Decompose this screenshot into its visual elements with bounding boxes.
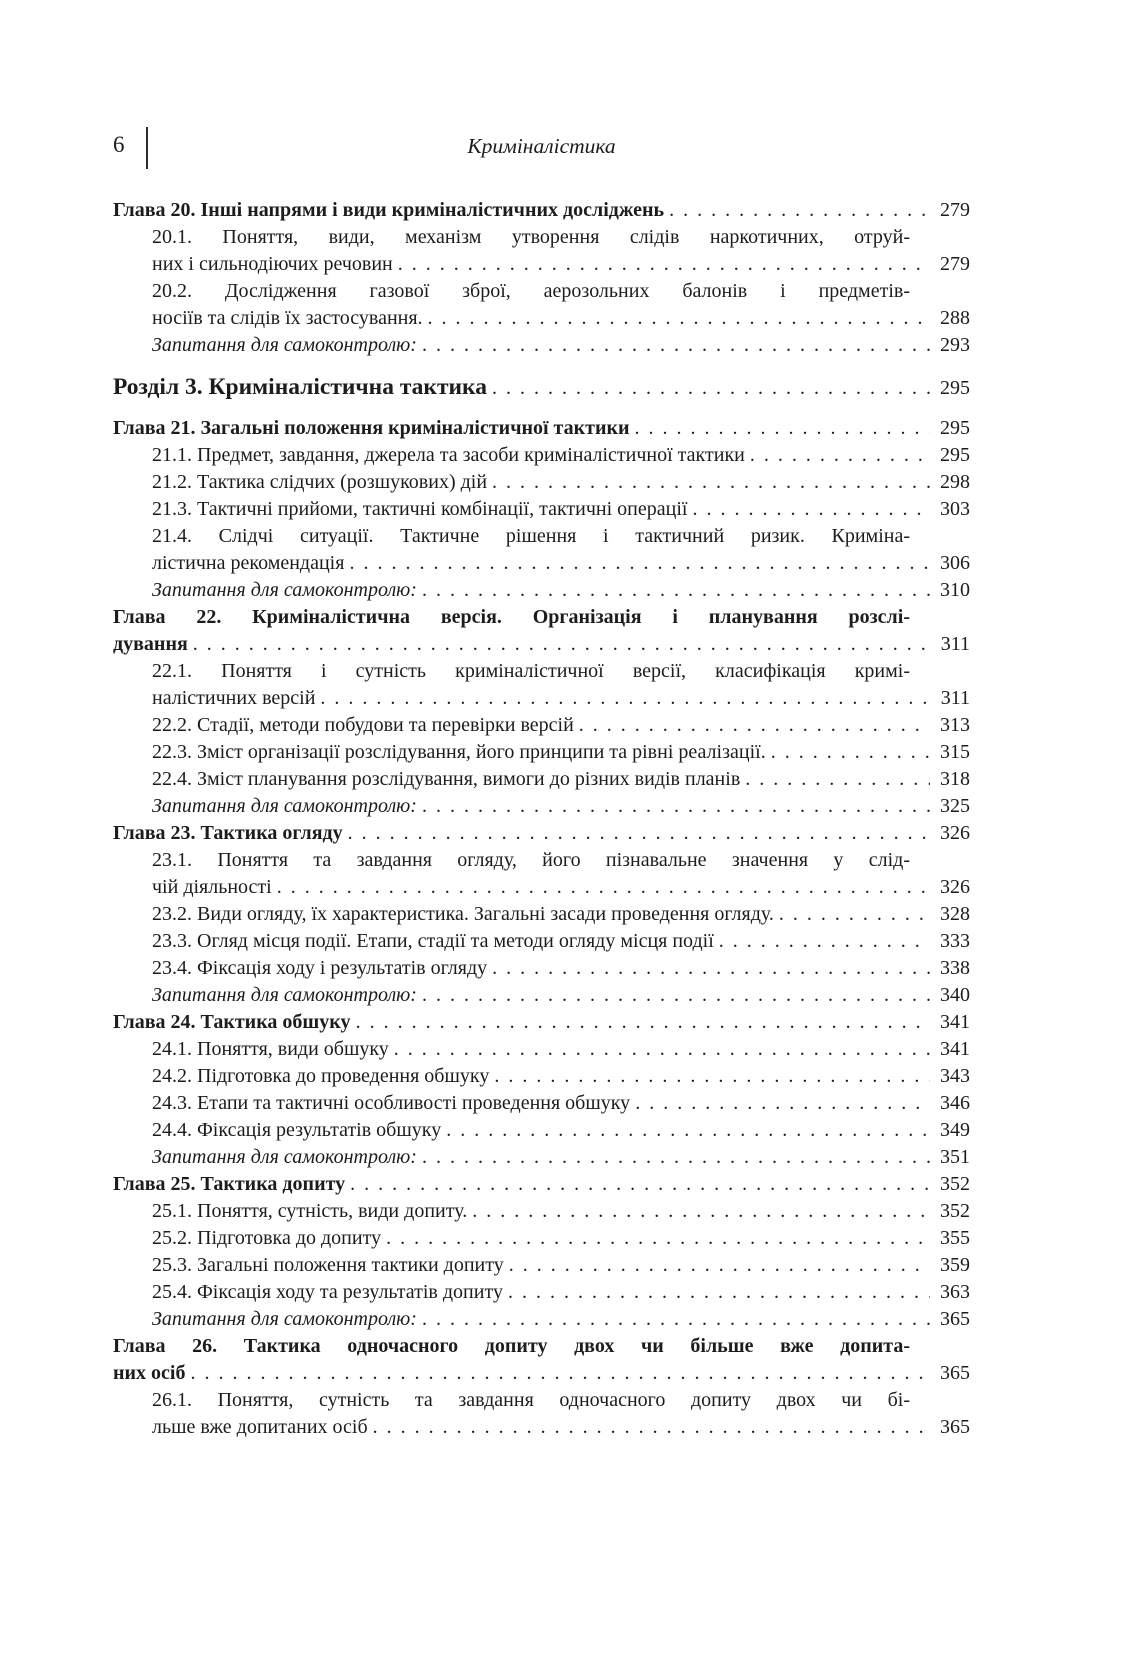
- dot-leader: [386, 1225, 930, 1252]
- dot-leader: [635, 415, 930, 442]
- dot-leader: [348, 820, 930, 847]
- toc-entry-text: 22.3. Зміст організації розслідування, його принципи та рівні реалізації.: [152, 741, 766, 763]
- toc-entry-text: Розділ 3. Криміналістична тактика: [113, 374, 487, 400]
- toc-entry-text: них осіб: [113, 1362, 186, 1384]
- toc-line: [152, 496, 970, 523]
- toc-entry-text: 25.3. Загальні положення тактики допиту: [152, 1254, 504, 1276]
- toc-page-number: 338: [940, 957, 970, 979]
- toc-line: [152, 1144, 970, 1171]
- toc-entry-questions: [113, 1144, 970, 1171]
- toc-line: [152, 901, 970, 928]
- toc-line: [152, 739, 970, 766]
- toc-page-number: 311: [940, 633, 970, 655]
- toc-entry-chapter: [113, 197, 970, 224]
- toc-line: [113, 1333, 970, 1360]
- toc-entry-sub: [113, 712, 970, 739]
- toc-line: [152, 1279, 970, 1306]
- header-divider: [146, 127, 148, 169]
- toc-entry-chapter: [113, 604, 970, 658]
- dot-leader: [446, 1117, 930, 1144]
- dot-leader: [190, 1360, 930, 1387]
- toc-entry-text: 25.1. Поняття, сутність, види допиту.: [152, 1200, 468, 1222]
- toc-entry-sub: [113, 658, 970, 712]
- toc-entry-sub: [113, 224, 970, 278]
- toc-entry-sub: [113, 1198, 970, 1225]
- toc-line: [113, 1171, 970, 1198]
- toc-entry-text: Глава 21. Загальні положення криміналістичної тактики: [113, 417, 630, 439]
- toc-entry-text: 25.2. Підготовка до допиту: [152, 1227, 382, 1249]
- toc-entry-text: 21.1. Предмет, завдання, джерела та засоби криміналістичної тактики: [152, 444, 745, 466]
- dot-leader: [779, 901, 930, 928]
- dot-leader: [745, 766, 930, 793]
- toc-entry-text: Запитання для самоконтролю:: [152, 795, 417, 817]
- toc-entry-sub: [113, 901, 970, 928]
- dot-leader: [422, 982, 930, 1009]
- toc-line: [152, 523, 970, 550]
- toc-page-number: 318: [940, 768, 970, 790]
- toc-line: [152, 712, 970, 739]
- toc-line: [152, 1036, 970, 1063]
- dot-leader: [509, 1252, 930, 1279]
- toc-line: [152, 928, 970, 955]
- toc-line: [113, 415, 970, 442]
- toc-line: [152, 577, 970, 604]
- toc-entry-text: 26.1. Поняття, сутність та завдання одночасного допиту двох чи бі-: [152, 1389, 910, 1411]
- dot-leader: [750, 442, 930, 469]
- toc-entry-text: 24.2. Підготовка до проведення обшуку: [152, 1065, 490, 1087]
- toc-entry-text: 21.2. Тактика слідчих (розшукових) дій: [152, 471, 488, 493]
- toc-entry-text: Глава 26. Тактика одночасного допиту двох чи більше вже допита-: [113, 1335, 910, 1357]
- dot-leader: [356, 1009, 930, 1036]
- toc-line: [152, 224, 970, 251]
- toc-line: [152, 251, 970, 278]
- toc-entry-sub: [113, 469, 970, 496]
- toc-entry-text: них і сильнодіючих речовин: [152, 253, 393, 275]
- toc-entry-text: налістичних версій: [152, 687, 316, 709]
- toc-entry-sub: [113, 1225, 970, 1252]
- toc-page-number: 352: [940, 1173, 970, 1195]
- toc-entry-text: Глава 22. Криміналістична версія. Організація і планування розслі-: [113, 606, 910, 628]
- dot-leader: [422, 793, 930, 820]
- toc-page-number: 288: [940, 307, 970, 329]
- toc-page-number: 328: [940, 903, 970, 925]
- toc-page-number: 341: [940, 1038, 970, 1060]
- dot-leader: [635, 1090, 930, 1117]
- toc-entry-sub: [113, 1252, 970, 1279]
- dot-leader: [422, 1144, 930, 1171]
- toc-entry-text: Запитання для самоконтролю:: [152, 1146, 417, 1168]
- toc-line: [152, 1225, 970, 1252]
- toc-entry-text: Глава 25. Тактика допиту: [113, 1173, 346, 1195]
- toc-page-number: 326: [940, 876, 970, 898]
- toc-entry-text: 22.2. Стадії, методи побудови та перевірки версій: [152, 714, 574, 736]
- page-header: [113, 130, 970, 170]
- dot-leader: [692, 496, 930, 523]
- toc-line: [152, 847, 970, 874]
- toc-entry-text: 24.3. Етапи та тактичні особливості проведення обшуку: [152, 1092, 631, 1114]
- toc-entry-questions: [113, 332, 970, 359]
- toc-entry-text: 21.4. Слідчі ситуації. Тактичне рішення і тактичний ризик. Криміна-: [152, 525, 910, 547]
- toc-entry-text: 23.1. Поняття та завдання огляду, його пізнавальне значення у слід-: [152, 849, 910, 871]
- toc-page-number: 306: [940, 552, 970, 574]
- toc-page-number: 303: [940, 498, 970, 520]
- dot-leader: [428, 305, 930, 332]
- toc-page-number: 365: [940, 1308, 970, 1330]
- toc-entry-sub: [113, 928, 970, 955]
- toc-page-number: 311: [940, 687, 970, 709]
- toc-line: [152, 278, 970, 305]
- dot-leader: [422, 332, 930, 359]
- toc-line: [113, 604, 970, 631]
- toc-entry-chapter: [113, 1171, 970, 1198]
- dot-leader: [422, 577, 930, 604]
- toc-entry-text: 21.3. Тактичні прийоми, тактичні комбінації, тактичні операції: [152, 498, 688, 520]
- toc-entry-text: 23.3. Огляд місця події. Етапи, стадії та методи огляду місця події: [152, 930, 714, 952]
- dot-leader: [492, 373, 930, 404]
- toc-entry-text: 20.2. Дослідження газової зброї, аерозольних балонів і предметів-: [152, 280, 910, 302]
- toc-page-number: 359: [940, 1254, 970, 1276]
- toc-entry-text: 25.4. Фіксація ходу та результатів допиту: [152, 1281, 503, 1303]
- toc-page-number: 279: [940, 199, 970, 221]
- toc-page-number: 363: [940, 1281, 970, 1303]
- dot-leader: [771, 739, 930, 766]
- toc-entry-sub: [113, 278, 970, 332]
- toc-line: [152, 982, 970, 1009]
- toc-line: [152, 874, 970, 901]
- dot-leader: [492, 955, 930, 982]
- dot-leader: [349, 550, 930, 577]
- dot-leader: [472, 1198, 930, 1225]
- toc-page-number: 340: [940, 984, 970, 1006]
- toc-line: [152, 1117, 970, 1144]
- toc-page-number: 352: [940, 1200, 970, 1222]
- toc-entry-text: Запитання для самоконтролю:: [152, 984, 417, 1006]
- dot-leader: [579, 712, 930, 739]
- toc-line: [113, 1360, 970, 1387]
- toc-entry-section: [113, 372, 970, 404]
- toc-line: [152, 955, 970, 982]
- toc-entry-questions: [113, 577, 970, 604]
- toc-entry-text: лістична рекомендація: [152, 552, 345, 574]
- table-of-contents: [113, 197, 970, 1441]
- toc-entry-sub: [113, 496, 970, 523]
- toc-entry-questions: [113, 1306, 970, 1333]
- toc-entry-chapter: [113, 415, 970, 442]
- toc-entry-sub: [113, 1063, 970, 1090]
- toc-line: [113, 1009, 970, 1036]
- toc-entry-text: 23.4. Фіксація ходу і результатів огляду: [152, 957, 488, 979]
- toc-entry-text: Запитання для самоконтролю:: [152, 579, 417, 601]
- toc-entry-text: 24.1. Поняття, види обшуку: [152, 1038, 389, 1060]
- toc-entry-text: 22.4. Зміст планування розслідування, вимоги до різних видів планів: [152, 768, 741, 790]
- toc-line: [152, 685, 970, 712]
- toc-entry-text: Запитання для самоконтролю:: [152, 334, 417, 356]
- toc-entry-sub: [113, 1090, 970, 1117]
- toc-entry-questions: [113, 793, 970, 820]
- dot-leader: [398, 251, 930, 278]
- toc-line: [152, 1387, 970, 1414]
- toc-line: [152, 1306, 970, 1333]
- dot-leader: [373, 1414, 930, 1441]
- toc-line: [152, 442, 970, 469]
- toc-line: [152, 332, 970, 359]
- toc-line: [152, 305, 970, 332]
- dot-leader: [422, 1306, 930, 1333]
- toc-page-number: 293: [940, 334, 970, 356]
- dot-leader: [193, 631, 930, 658]
- toc-line: [113, 631, 970, 658]
- toc-entry-sub: [113, 1387, 970, 1441]
- toc-line: [152, 793, 970, 820]
- toc-page-number: 351: [940, 1146, 970, 1168]
- dot-leader: [350, 1171, 930, 1198]
- toc-line: [113, 197, 970, 224]
- toc-entry-chapter: [113, 820, 970, 847]
- toc-entry-sub: [113, 739, 970, 766]
- toc-entry-sub: [113, 766, 970, 793]
- toc-line: [152, 1090, 970, 1117]
- toc-page-number: 295: [940, 417, 970, 439]
- toc-page-number: 326: [940, 822, 970, 844]
- toc-entry-sub: [113, 523, 970, 577]
- toc-page-number: 310: [940, 579, 970, 601]
- dot-leader: [394, 1036, 930, 1063]
- toc-page-number: 313: [940, 714, 970, 736]
- toc-line: [113, 372, 970, 404]
- toc-page-number: 365: [940, 1416, 970, 1438]
- toc-line: [152, 1063, 970, 1090]
- toc-page-number: 355: [940, 1227, 970, 1249]
- toc-line: [152, 766, 970, 793]
- toc-page-number: 325: [940, 795, 970, 817]
- toc-entry-text: дування: [113, 633, 188, 655]
- toc-entry-sub: [113, 1117, 970, 1144]
- toc-page-number: 295: [940, 444, 970, 466]
- running-title: Криміналістика: [467, 134, 616, 158]
- toc-page-number: 315: [940, 741, 970, 763]
- toc-entry-sub: [113, 1036, 970, 1063]
- toc-page-number: 365: [940, 1362, 970, 1384]
- toc-page-number: 341: [940, 1011, 970, 1033]
- dot-leader: [492, 469, 930, 496]
- toc-entry-text: Глава 23. Тактика огляду: [113, 822, 343, 844]
- dot-leader: [719, 928, 930, 955]
- toc-page-number: 279: [940, 253, 970, 275]
- toc-line: [152, 1414, 970, 1441]
- toc-entry-chapter: [113, 1009, 970, 1036]
- toc-line: [152, 1252, 970, 1279]
- toc-entry-text: Запитання для самоконтролю:: [152, 1308, 417, 1330]
- toc-line: [113, 820, 970, 847]
- dot-leader: [277, 874, 930, 901]
- toc-entry-questions: [113, 982, 970, 1009]
- toc-entry-chapter: [113, 1333, 970, 1387]
- toc-entry-text: носіїв та слідів їх застосування.: [152, 307, 423, 329]
- page-number: 6: [113, 132, 125, 157]
- toc-entry-text: 24.4. Фіксація результатів обшуку: [152, 1119, 442, 1141]
- toc-page-number: 349: [940, 1119, 970, 1141]
- dot-leader: [494, 1063, 930, 1090]
- toc-page-number: 346: [940, 1092, 970, 1114]
- dot-leader: [508, 1279, 930, 1306]
- toc-page-number: 295: [940, 377, 970, 399]
- toc-line: [152, 550, 970, 577]
- toc-line: [152, 658, 970, 685]
- toc-entry-sub: [113, 1279, 970, 1306]
- dot-leader: [669, 197, 930, 224]
- toc-page-number: 333: [940, 930, 970, 952]
- toc-entry-text: чій діяльності: [152, 876, 272, 898]
- dot-leader: [320, 685, 930, 712]
- toc-page-number: 298: [940, 471, 970, 493]
- toc-entry-sub: [113, 955, 970, 982]
- toc-entry-sub: [113, 442, 970, 469]
- toc-entry-text: льше вже допитаних осіб: [152, 1416, 368, 1438]
- toc-entry-text: Глава 24. Тактика обшуку: [113, 1011, 351, 1033]
- toc-entry-text: 23.2. Види огляду, їх характеристика. Загальні засади проведення огляду.: [152, 903, 774, 925]
- toc-page-number: 343: [940, 1065, 970, 1087]
- toc-entry-text: Глава 20. Інші напрями і види криміналістичних досліджень: [113, 199, 665, 221]
- toc-entry-sub: [113, 847, 970, 901]
- toc-entry-text: 22.1. Поняття і сутність криміналістичної версії, класифікація кримі-: [152, 660, 910, 682]
- toc-line: [152, 1198, 970, 1225]
- toc-line: [152, 469, 970, 496]
- toc-entry-text: 20.1. Поняття, види, механізм утворення слідів наркотичних, отруй-: [152, 226, 910, 248]
